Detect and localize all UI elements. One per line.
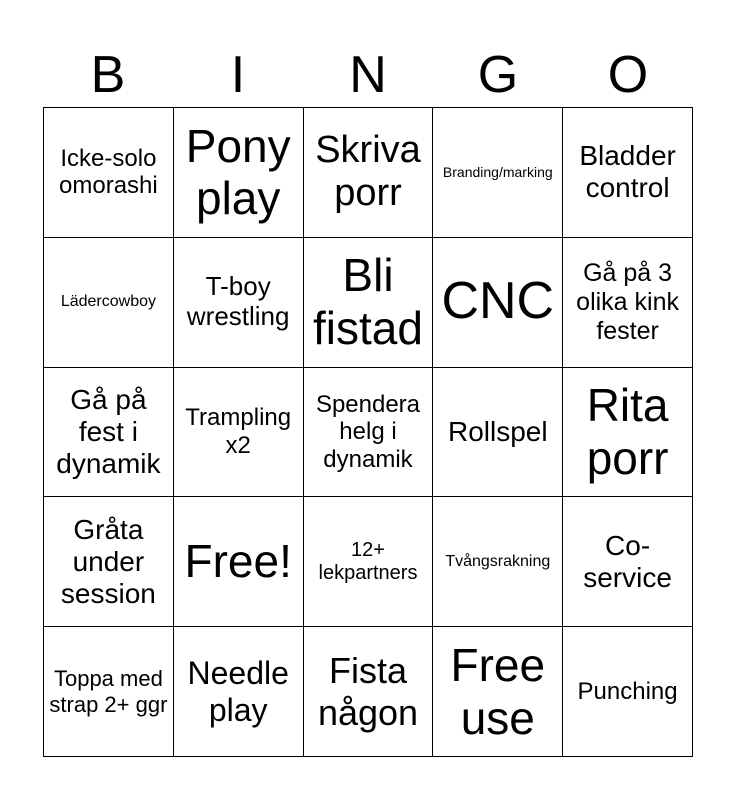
bingo-cell[interactable] bbox=[433, 238, 563, 368]
bingo-cell[interactable] bbox=[304, 627, 434, 757]
bingo-cell[interactable] bbox=[44, 238, 174, 368]
cell-label: Needle play bbox=[187, 654, 289, 728]
cell-label: Co-service bbox=[583, 529, 672, 593]
cell-label: Rita porr bbox=[586, 379, 669, 484]
bingo-cell[interactable] bbox=[174, 627, 304, 757]
bingo-cell[interactable] bbox=[304, 497, 434, 627]
cell-label: Bladder control bbox=[579, 140, 676, 204]
bingo-cell free-cell[interactable] bbox=[174, 497, 304, 627]
cell-label: 12+ lekpartners bbox=[318, 538, 418, 584]
header-letter-n: N bbox=[349, 46, 387, 104]
bingo-cell[interactable] bbox=[433, 108, 563, 238]
cell-label: Lädercowboy bbox=[60, 293, 156, 310]
header-letter-g: G bbox=[477, 46, 519, 104]
cell-label: Gå på fest i dynamik bbox=[56, 383, 161, 480]
bingo-cell[interactable] bbox=[304, 238, 434, 368]
bingo-cell[interactable] bbox=[563, 108, 693, 238]
bingo-cell[interactable] bbox=[433, 497, 563, 627]
bingo-cell[interactable] bbox=[174, 108, 304, 238]
cell-label: Icke-solo omorashi bbox=[59, 144, 158, 200]
cell-label: Free! bbox=[184, 535, 292, 588]
bingo-cell[interactable] bbox=[563, 238, 693, 368]
bingo-cell[interactable] bbox=[563, 627, 693, 757]
header-letter-o: O bbox=[607, 46, 649, 104]
cell-label: Skriva porr bbox=[315, 128, 421, 215]
bingo-cell[interactable] bbox=[44, 108, 174, 238]
bingo-cell[interactable] bbox=[44, 627, 174, 757]
bingo-cell[interactable] bbox=[44, 497, 174, 627]
bingo-cell[interactable] bbox=[174, 238, 304, 368]
cell-label: Spendera helg i dynamik bbox=[315, 390, 421, 473]
cell-label: Toppa med strap 2+ ggr bbox=[49, 666, 168, 717]
cell-label: Trampling x2 bbox=[185, 404, 292, 459]
bingo-cell[interactable] bbox=[433, 368, 563, 498]
cell-label: Free use bbox=[450, 638, 546, 744]
bingo-board bbox=[43, 107, 693, 757]
cell-label: T-boy wrestling bbox=[186, 271, 290, 332]
cell-label: Branding/marking bbox=[442, 164, 553, 181]
bingo-cell[interactable] bbox=[563, 497, 693, 627]
bingo-cell[interactable] bbox=[174, 368, 304, 498]
cell-label: Tvångsrakning bbox=[445, 552, 551, 570]
cell-label: Bli fistad bbox=[313, 249, 423, 355]
cell-label: CNC bbox=[441, 272, 555, 331]
cell-label: Rollspel bbox=[447, 415, 548, 447]
cell-label: Punching bbox=[577, 677, 678, 705]
bingo-header bbox=[43, 44, 693, 106]
bingo-cell[interactable] bbox=[563, 368, 693, 498]
bingo-cell[interactable] bbox=[44, 368, 174, 498]
cell-label: Gå på 3 olika kink fester bbox=[576, 259, 679, 345]
bingo-cell[interactable] bbox=[304, 108, 434, 238]
cell-label: Pony play bbox=[185, 119, 291, 225]
cell-label: Fista någon bbox=[317, 650, 419, 733]
header-letter-i: I bbox=[230, 46, 246, 104]
cell-label: Gråta under session bbox=[60, 513, 156, 609]
bingo-cell[interactable] bbox=[433, 627, 563, 757]
header-letter-b: B bbox=[90, 46, 126, 104]
bingo-cell[interactable] bbox=[304, 368, 434, 498]
